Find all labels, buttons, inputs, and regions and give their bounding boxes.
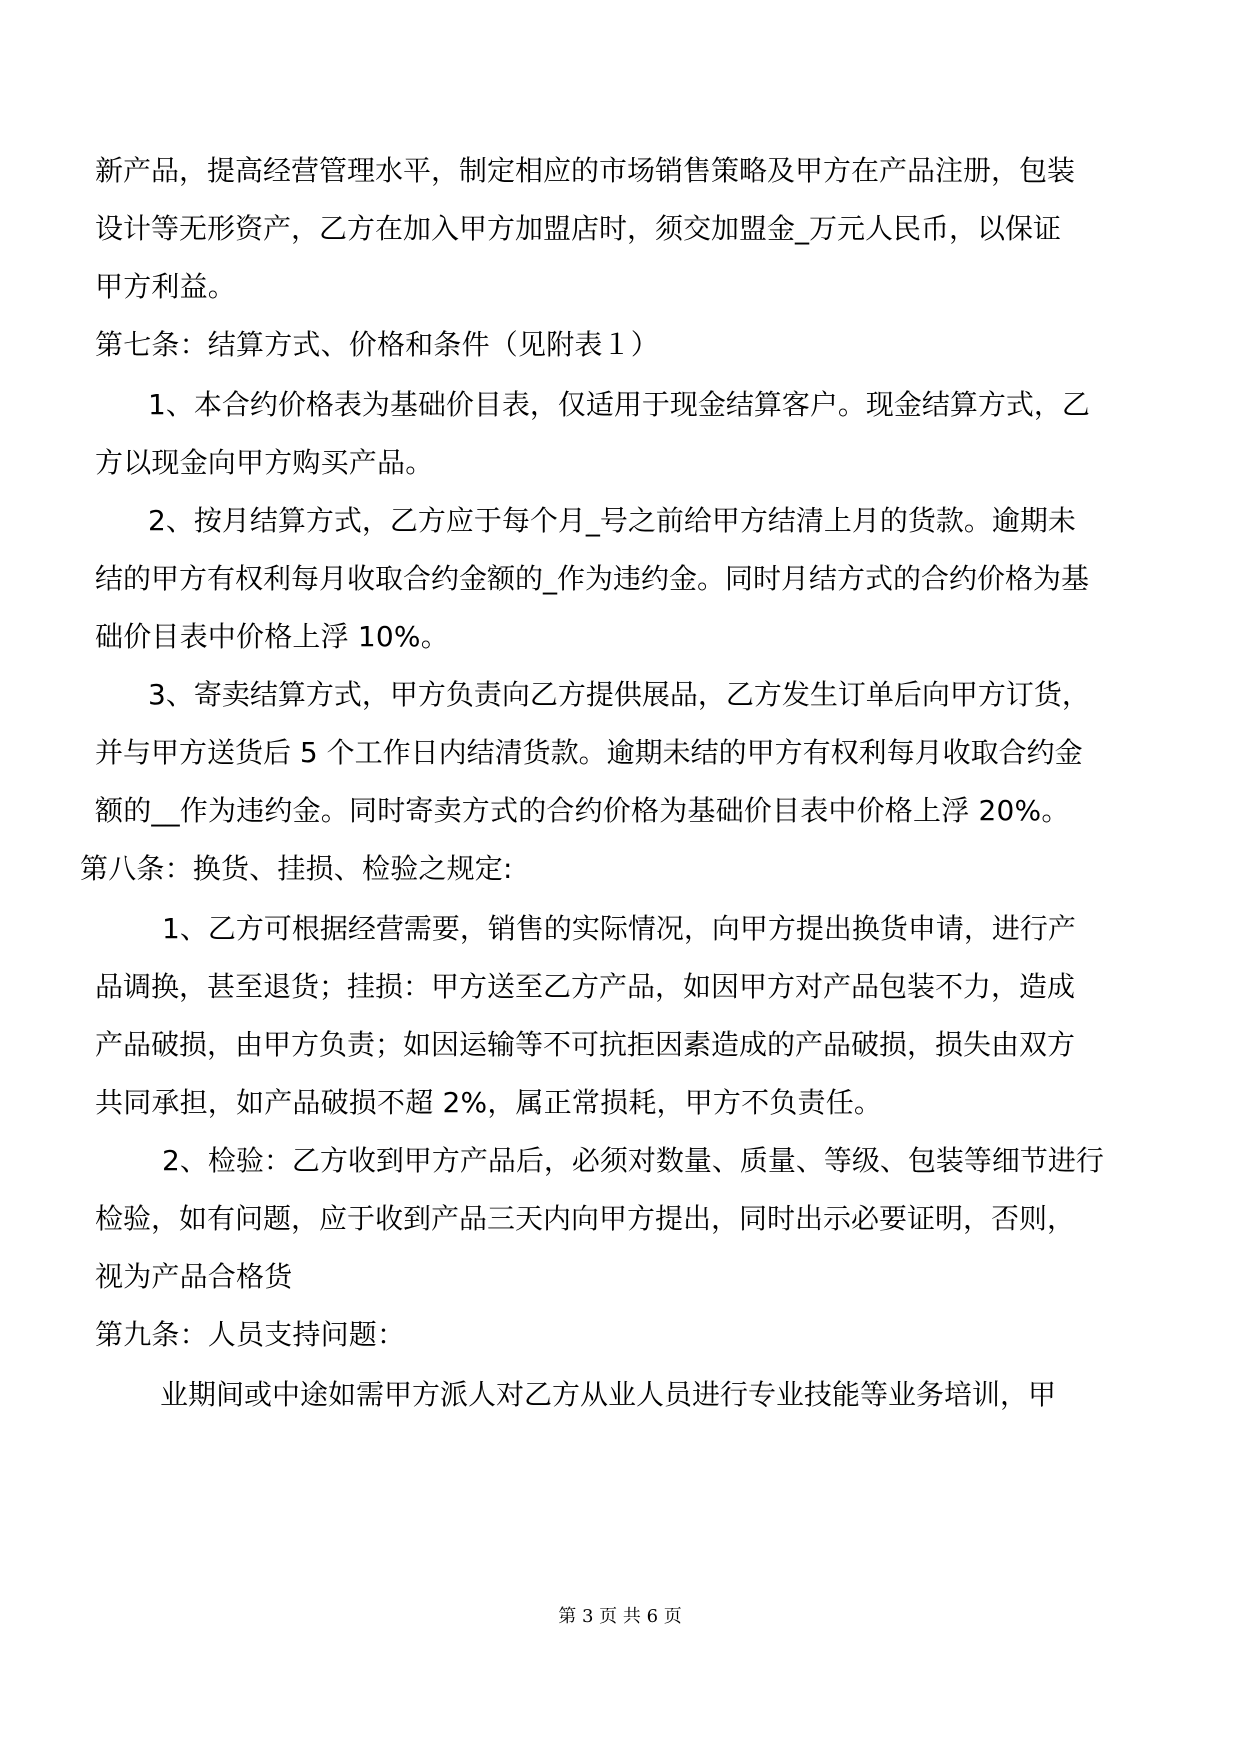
paragraph-line: 设计等无形资产，乙方在加入甲方加盟店时，须交加盟金_万元人民币，以保证 [95,212,1062,245]
page-footer: 第 3 页 共 6 页 [558,1606,682,1627]
paragraph-line: 3、寄卖结算方式，甲方负责向乙方提供展品，乙方发生订单后向甲方订货， [148,678,1090,711]
paragraph-line: 视为产品合格货 [95,1260,293,1293]
paragraph-line: 产品破损，由甲方负责；如因运输等不可抗拒因素造成的产品破损，损失由双方 [95,1028,1076,1061]
section-heading: 第八条：换货、挂损、检验之规定: [80,852,513,885]
paragraph-line: 新产品，提高经营管理水平，制定相应的市场销售策略及甲方在产品注册，包装 [95,154,1076,187]
paragraph-line: 1、乙方可根据经营需要，销售的实际情况，向甲方提出换货申请，进行产 [162,912,1076,945]
paragraph-line: 甲方利益。 [95,270,237,303]
paragraph-line: 额的__作为违约金。同时寄卖方式的合约价格为基础价目表中价格上浮 20%。 [95,794,1070,827]
paragraph-line: 业期间或中途如需甲方派人对乙方从业人员进行专业技能等业务培训，甲 [160,1378,1057,1411]
paragraph-line: 1、本合约价格表为基础价目表，仅适用于现金结算客户。现金结算方式，乙 [148,388,1090,421]
paragraph-line: 检验，如有问题，应于收到产品三天内向甲方提出，同时出示必要证明，否则， [95,1202,1076,1235]
section-heading: 第七条：结算方式、价格和条件（见附表１） [95,328,660,361]
paragraph-line: 结的甲方有权利每月收取合约金额的_作为违约金。同时月结方式的合约价格为基 [95,562,1090,595]
paragraph-line: 方以现金向甲方购买产品。 [95,446,434,479]
paragraph-line: 共同承担，如产品破损不超 2%，属正常损耗，甲方不负责任。 [95,1086,883,1119]
paragraph-line: 2、按月结算方式，乙方应于每个月_号之前给甲方结清上月的货款。逾期未 [148,504,1076,537]
paragraph-line: 2、检验：乙方收到甲方产品后，必须对数量、质量、等级、包装等细节进行 [162,1144,1104,1177]
paragraph-line: 并与甲方送货后 5 个工作日内结清货款。逾期未结的甲方有权利每月收取合约金 [95,736,1083,769]
paragraph-line: 品调换，甚至退货；挂损：甲方送至乙方产品，如因甲方对产品包装不力，造成 [95,970,1076,1003]
paragraph-line: 础价目表中价格上浮 10%。 [95,620,449,653]
section-heading: 第九条：人员支持问题： [95,1318,406,1351]
